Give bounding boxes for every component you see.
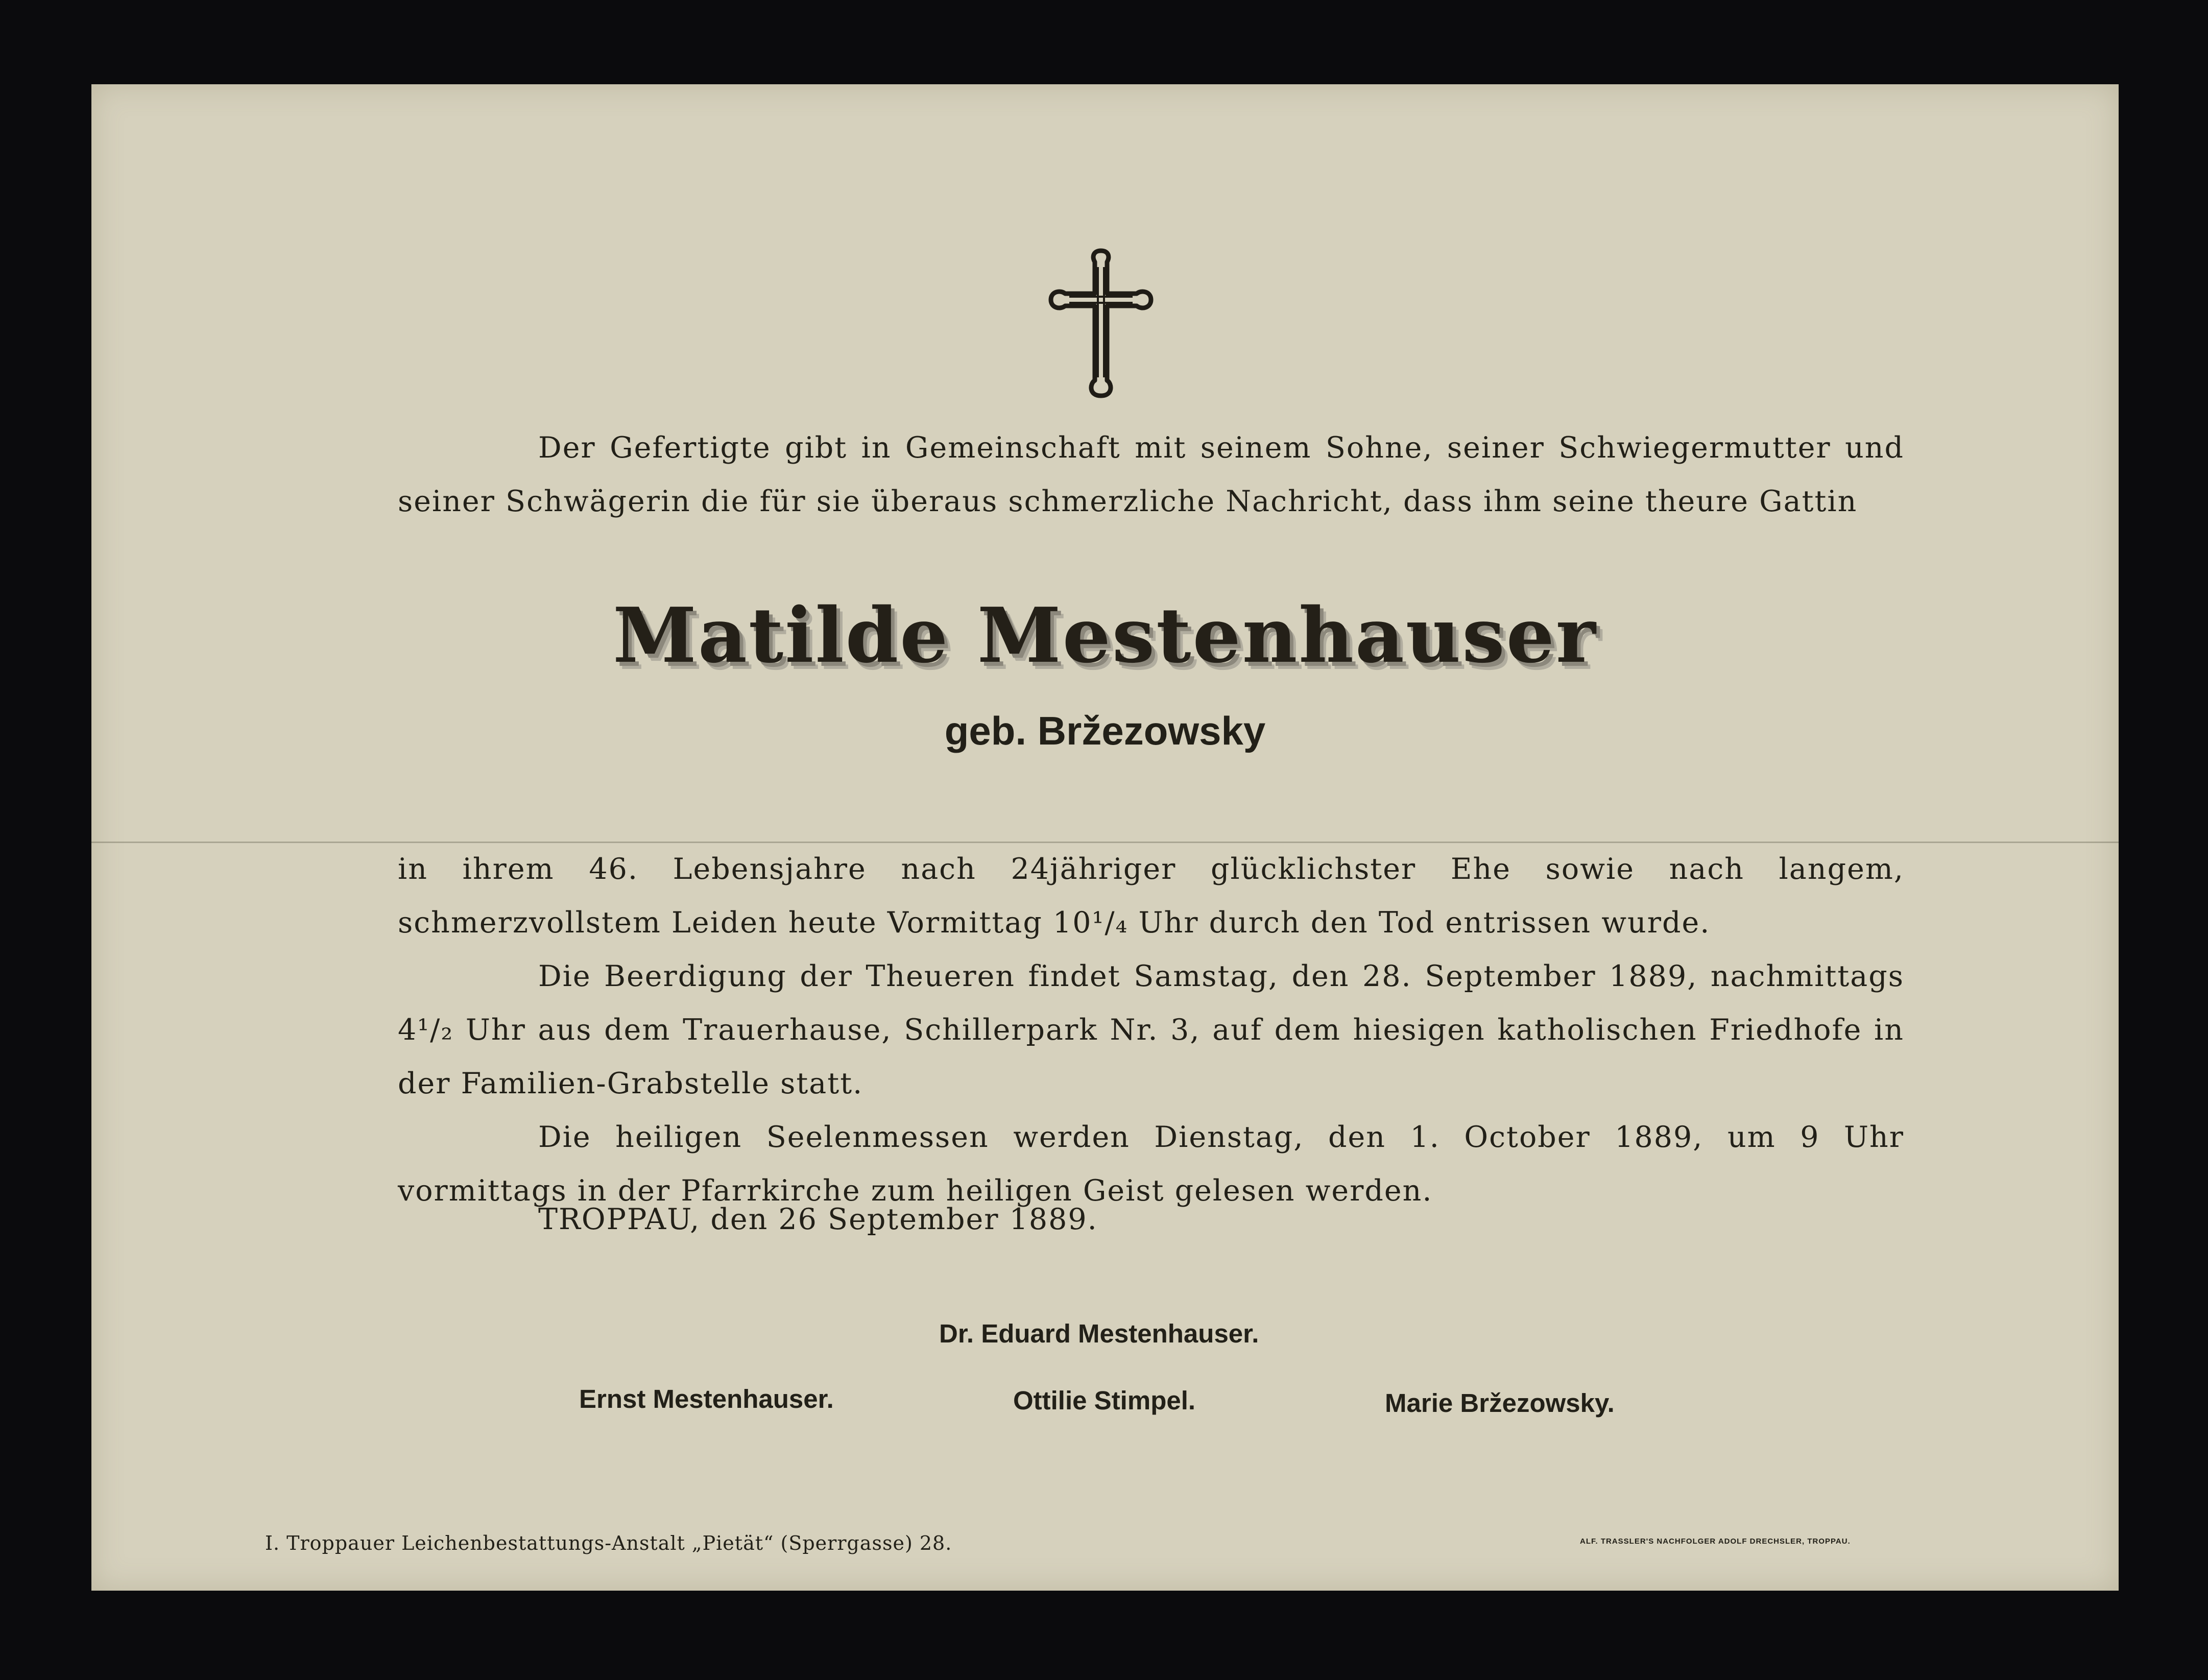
signatory-center: Ottilie Stimpel. <box>1013 1386 1196 1415</box>
maiden-name: geb. Bržezowsky <box>944 708 1266 753</box>
death-notice-sheet <box>91 84 2119 1591</box>
latin-cross-icon <box>1045 247 1157 400</box>
mass-paragraph: Die heiligen Seelenmessen werden Dienstag, den 1. October 1889, um 9 Uhr vormittags in der Pfarrkirche zum heiligen Geist gelesen werden. <box>398 1120 1904 1208</box>
place-date: TROPPAU, den 26 September 1889. <box>538 1203 1098 1236</box>
funeral-paragraph: Die Beerdigung der Theueren findet Samstag, den 28. September 1889, nachmittags 4¹/₂ Uhr aus dem Trauerhause, Schillerpark Nr. 3, auf dem hiesigen katholischen Friedhofe in der Familien-Grabstelle statt. <box>398 959 1904 1100</box>
printer-imprint: ALF. TRASSLER'S NACHFOLGER ADOLF DRECHSLER, TROPPAU. <box>1580 1537 1851 1546</box>
signatory-right: Marie Bržezowsky. <box>1385 1388 1615 1418</box>
death-paragraph: in ihrem 46. Lebensjahre nach 24jähriger glücklichster Ehe sowie nach langem, schmerzvollstem Leiden heute Vormittag 10¹/₄ Uhr durch den Tod entrissen wurde. <box>398 852 1904 940</box>
undertaker-imprint: I. Troppauer Leichenbestattungs-Anstalt „Pietät“ (Sperrgasse) 28. <box>265 1532 952 1554</box>
signatory-main: Dr. Eduard Mestenhauser. <box>939 1319 1259 1348</box>
signatory-left: Ernst Mestenhauser. <box>579 1384 834 1413</box>
deceased-name: Matilde Mestenhauser <box>613 591 1597 680</box>
intro-paragraph: Der Gefertigte gibt in Gemeinschaft mit seinem Sohne, seiner Schwiegermutter und seiner Schwägerin die für sie überaus schmerzliche Nachricht, dass ihm seine theure Gattin <box>398 431 1904 518</box>
